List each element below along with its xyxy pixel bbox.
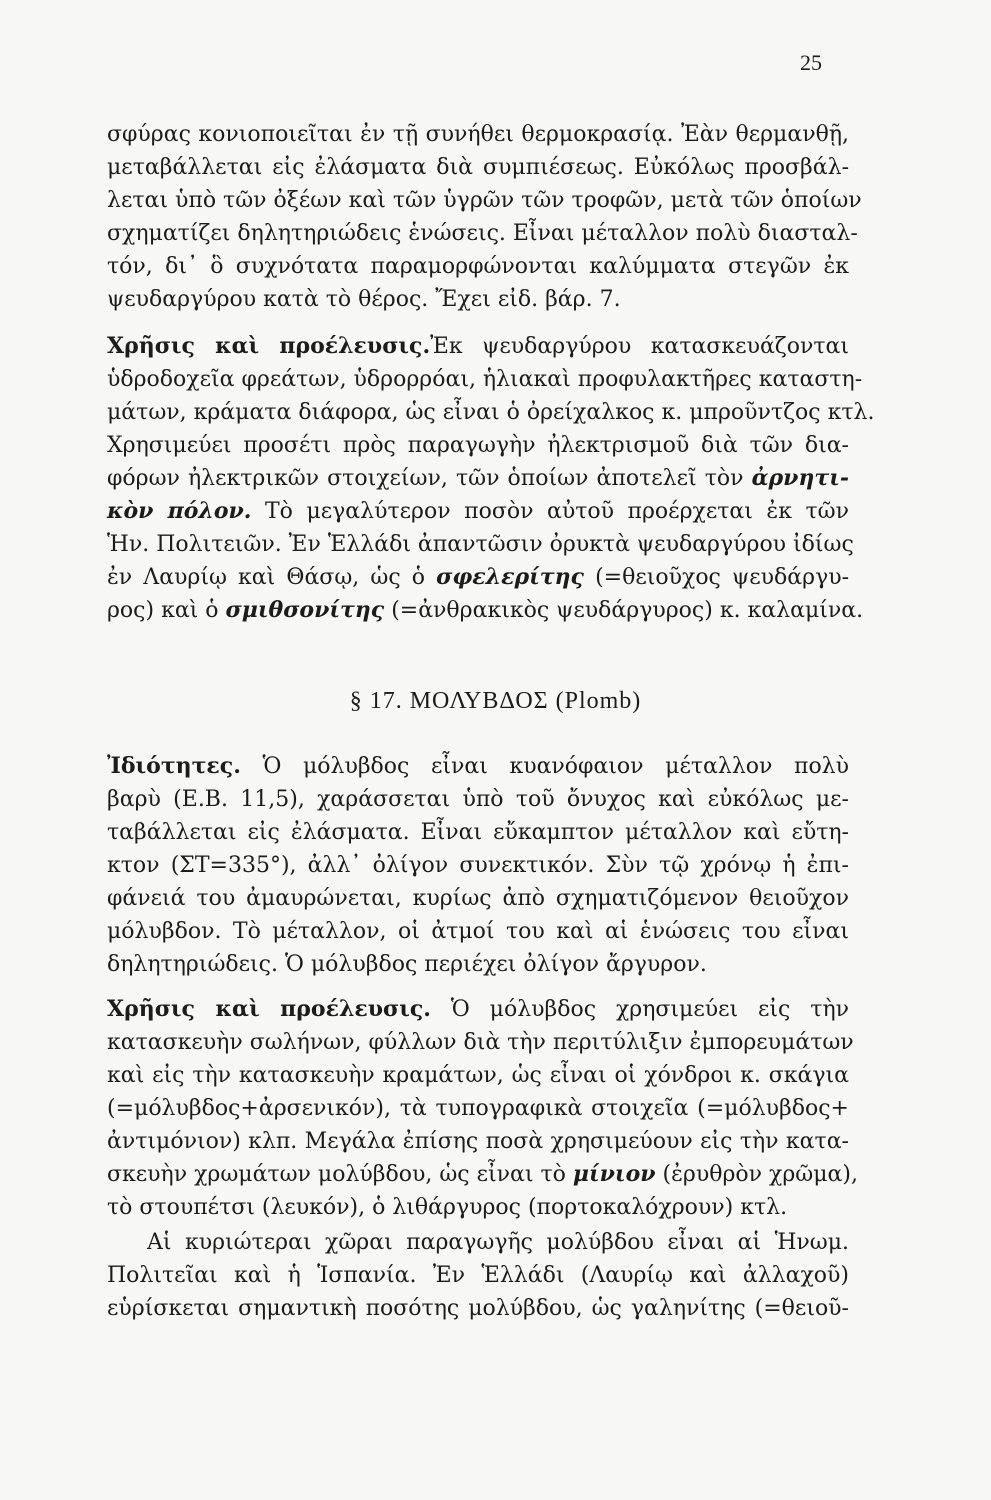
text-line: καὶ εἰς τὴν κατασκευὴν κραμάτων, ὡς εἶναι οἱ χόνδροι κ. σκάγια — [107, 1063, 849, 1088]
text-line: μάτων, κράματα διάφορα, ὡς εἶναι ὁ ὀρείχαλκος κ. μπροῦντζος κτλ. — [107, 400, 875, 425]
text-line: Πολιτεῖαι καὶ ἡ Ἱσπανία. Ἐν Ἑλλάδι (Λαυρίῳ καὶ ἀλλαχοῦ) — [107, 1263, 849, 1288]
text-line — [107, 561, 849, 594]
text-line: μεταβάλλεται εἰς ἐλάσματα διὰ συμπιέσεως. Εὐκόλως προσβάλ- — [107, 155, 849, 180]
text-fragment: Ὁ μόλυβδος χρησιμεύει εἰς τὴν — [450, 997, 849, 1022]
text-line: (=μόλυβδος+ἀρσενικόν), τὰ τυπογραφικὰ στοιχεῖα (=μόλυβδος+ — [107, 1096, 849, 1121]
text-line: σφύρας κονιοποιεῖται ἐν τῇ συνήθει θερμοκρασίᾳ. Ἐὰν θερμανθῇ, — [107, 122, 849, 147]
term-minium: μίνιον — [572, 1161, 656, 1187]
term-smithsonite: σμιθσονίτης — [225, 597, 385, 623]
text-line: εὑρίσκεται σημαντικὴ ποσότης μολύβδου, ὡς γαληνίτης (=θειοῦ- — [107, 1296, 849, 1321]
text-line: σχηματίζει δηλητηριώδεις ἑνώσεις. Εἶναι μέταλλον πολὺ διασταλ- — [107, 221, 858, 246]
text-line: μόλυβδον. Τὸ μέταλλον, οἱ ἀτμοί του καὶ αἱ ἑνώσεις του εἶναι — [107, 919, 849, 944]
text-line: κατασκευὴν σωλήνων, φύλλων διὰ τὴν περιτύλιξιν ἐμπορευμάτων — [107, 1030, 854, 1055]
page-number: 25 — [800, 50, 822, 75]
zinc-text-block — [107, 118, 875, 627]
text-line: ἀντιμόνιον) κλπ. Μεγάλα ἐπίσης ποσὰ χρησιμεύουν εἰς τὴν κατα- — [107, 1129, 849, 1154]
text-fragment: Ἐκ ψευδαργύρου κατασκευάζονται — [430, 334, 849, 359]
term-negative: κὸν πόλον. — [107, 498, 252, 524]
properties-heading: Ἰδιότητες. — [107, 753, 241, 779]
text-line: τόν, δι᾿ ὃ συχνότατα παραμορφώνονται καλύμματα στεγῶν ἐκ — [107, 254, 849, 279]
section-heading: § 17. ΜΟΛΥΒΔΟΣ (Plomb) — [349, 688, 642, 714]
text-line: ψευδαργύρου κατὰ τὸ θέρος. Ἔχει εἰδ. βάρ. 7. — [107, 287, 621, 312]
text-fragment: ρος) καὶ ὁ — [107, 598, 219, 623]
text-fragment: (=ἀνθρακικὸς ψευδάργυρος) κ. καλαμίνα. — [391, 598, 864, 623]
text-line — [107, 462, 849, 495]
text-fragment: ἐν Λαυρίῳ καὶ Θάσῳ, ὡς ὁ — [107, 565, 426, 590]
text-line — [107, 495, 849, 528]
text-line: Χρησιμεύει προσέτι πρὸς παραγωγὴν ἠλεκτρισμοῦ διὰ τῶν δια- — [107, 433, 849, 458]
text-line: βαρὺ (Ε.Β. 11,5), χαράσσεται ὑπὸ τοῦ ὄνυχος καὶ εὐκόλως με- — [107, 787, 849, 812]
text-fragment: Τὸ μεγαλύτερον ποσὸν αὐτοῦ προέρχεται ἐκ τῶν — [264, 499, 849, 524]
text-fragment: (=θειοῦχος ψευδάργυ- — [595, 565, 850, 590]
text-line: ὑδροδοχεῖα φρεάτων, ὑδρορρόαι, ἡλιακαὶ προφυλακτῆρες καταστη- — [107, 367, 863, 392]
use-heading: Χρῆσις καὶ προέλευσις. — [107, 333, 431, 359]
text-line — [107, 993, 849, 1026]
text-line — [107, 1158, 858, 1191]
text-line: δηλητηριώδεις. Ὁ μόλυβδος περιέχει ὀλίγον ἄργυρον. — [107, 952, 707, 977]
text-line — [107, 330, 849, 363]
text-line — [107, 594, 864, 627]
use-heading: Χρῆσις καὶ προέλευσις. — [107, 996, 431, 1022]
text-line: τὸ στουπέτσι (λευκόν), ὁ λιθάργυρος (πορτοκαλόχρουν) κτλ. — [107, 1195, 788, 1220]
text-fragment: φόρων ἠλεκτρικῶν στοιχείων, τῶν ὁποίων ἀποτελεῖ τὸν — [107, 466, 744, 491]
term-sphalerite: σφελερίτης — [436, 564, 584, 590]
text-line: φάνειά του ἀμαυρώνεται, κυρίως ἀπὸ σχηματιζόμενον θειοῦχον — [107, 886, 849, 911]
text-line: ταβάλλεται εἰς ἐλάσματα. Εἶναι εὔκαμπτον μέταλλον καὶ εὔτη- — [107, 820, 849, 845]
text-line: λεται ὑπὸ τῶν ὀξέων καὶ τῶν ὑγρῶν τῶν τροφῶν, μετὰ τῶν ὁποίων — [107, 188, 862, 213]
text-line: κτον (ΣΤ=335°), ἀλλ᾿ ὀλίγον συνεκτικόν. Σὺν τῷ χρόνῳ ἡ ἐπι- — [107, 853, 849, 878]
text-fragment: Ὁ μόλυβδος εἶναι κυανόφαιον μέταλλον πολὺ — [262, 754, 850, 779]
term-negative: ἀρνητι- — [751, 465, 849, 491]
lead-text-block — [107, 750, 858, 1325]
text-line: Ἡν. Πολιτειῶν. Ἐν Ἑλλάδι ἀπαντῶσιν ὀρυκτὰ ψευδαργύρου ἰδίως — [107, 532, 854, 557]
text-line — [107, 750, 849, 783]
text-fragment: (ἐρυθρὸν χρῶμα), — [662, 1162, 858, 1187]
text-fragment: σκευὴν χρωμάτων μολύβδου, ὡς εἶναι τὸ — [107, 1162, 566, 1187]
text-line: Αἱ κυριώτεραι χῶραι παραγωγῆς μολύβδου εἶναι αἱ Ἡνωμ. — [147, 1230, 849, 1255]
